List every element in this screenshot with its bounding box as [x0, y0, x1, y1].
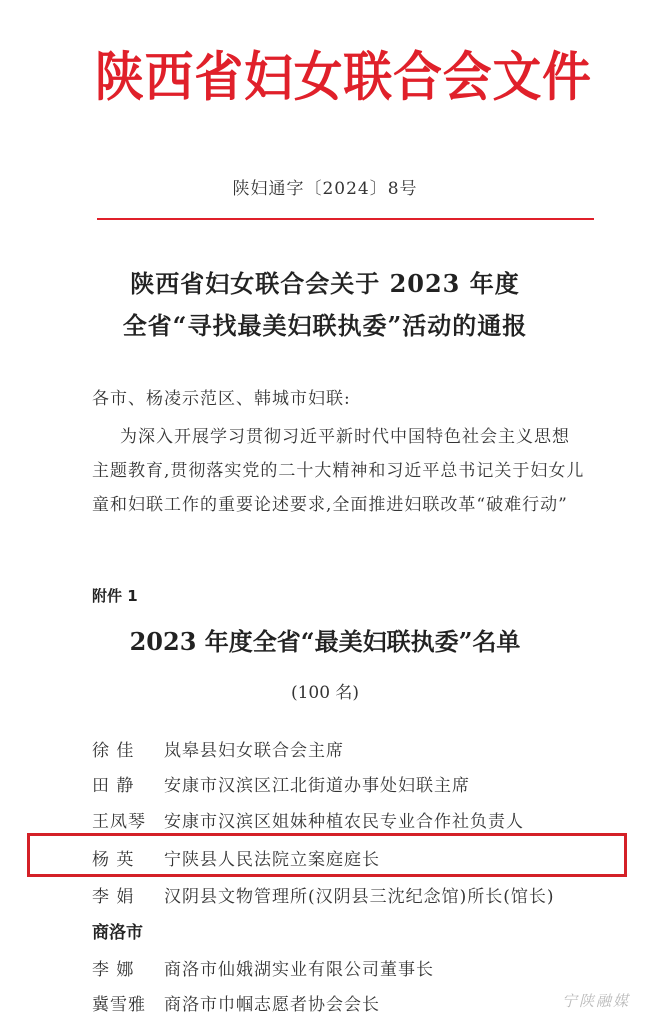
document-number: 陕妇通字〔2024〕8号: [232, 179, 418, 199]
list-title: 2023 年度全省“最美妇联执委”名单: [129, 627, 521, 656]
recipient-count: (100 名): [290, 683, 360, 703]
body-line-2: 主题教育,贯彻落实党的二十大精神和习近平总书记关于妇女儿: [92, 461, 585, 481]
entry-name: 杨 英: [92, 850, 135, 870]
entry-position: 汉阴县文物管理所(汉阴县三沈纪念馆)所长(馆长): [164, 887, 555, 907]
watermark: 宁陕融媒: [561, 992, 630, 1010]
highlight-box: [27, 833, 627, 877]
region-heading: 商洛市: [92, 923, 143, 943]
document-title-line1: 陕西省妇女联合会关于 2023 年度: [130, 269, 520, 298]
entry-position: 宁陕县人民法院立案庭庭长: [164, 850, 380, 870]
entry-name: 王凤琴: [92, 812, 146, 832]
entry-position: 岚皋县妇女联合会主席: [164, 741, 344, 761]
red-divider-line: [97, 218, 594, 220]
entry-position: 商洛市仙娥湖实业有限公司董事长: [164, 960, 434, 980]
page-gap: [0, 520, 650, 575]
salutation: 各市、杨凌示范区、韩城市妇联:: [92, 389, 351, 409]
list-item: [0, 771, 650, 805]
list-item: [0, 882, 650, 916]
list-item: [0, 736, 650, 770]
body-line-1: 为深入开展学习贯彻习近平新时代中国特色社会主义思想: [120, 427, 570, 447]
entry-position: 安康市汉滨区江北街道办事处妇联主席: [164, 776, 470, 796]
entry-name: 李 娜: [92, 960, 135, 980]
list-item: [0, 990, 650, 1024]
entry-position: 安康市汉滨区姐妹种植农民专业合作社负责人: [164, 812, 524, 832]
masthead-title: 陕西省妇女联合会文件: [95, 47, 592, 108]
document-title-line2: 全省“寻找最美妇联执委”活动的通报: [122, 311, 528, 340]
entry-name: 李 娟: [92, 887, 135, 907]
entry-name: 田 静: [92, 776, 135, 796]
body-line-3: 童和妇联工作的重要论述要求,全面推进妇联改革“破难行动”: [92, 495, 568, 515]
list-item: [0, 955, 650, 989]
entry-name: 徐 佳: [92, 741, 135, 761]
entry-position: 商洛市巾帼志愿者协会会长: [164, 995, 380, 1015]
entry-name: 冀雪雅: [92, 995, 146, 1015]
attachment-label: 附件 1: [92, 587, 138, 605]
